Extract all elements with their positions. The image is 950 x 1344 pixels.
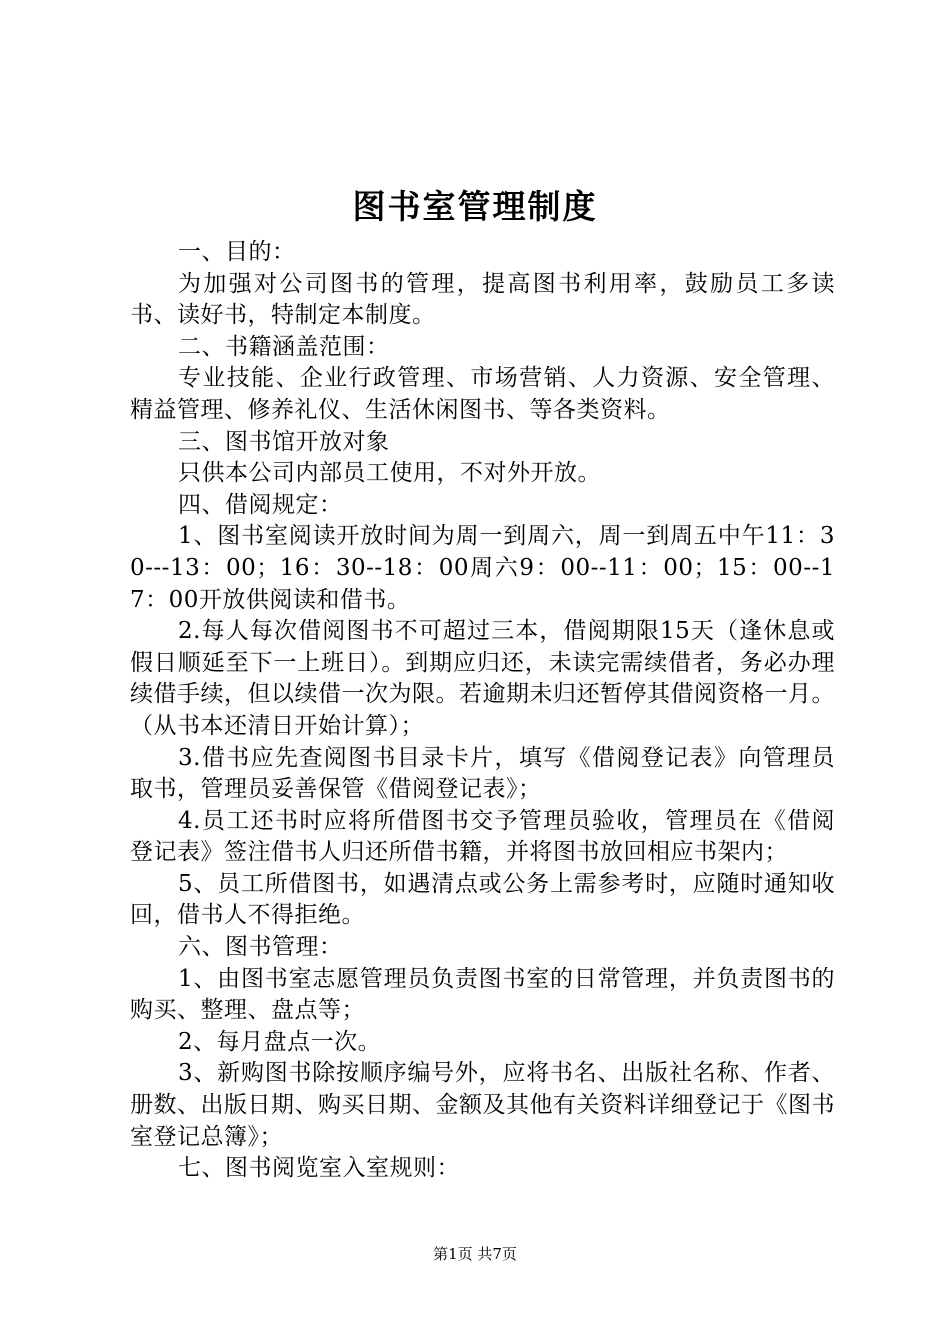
rule-borrow-procedure: 3.借书应先查阅图书目录卡片，填写《借阅登记表》向管理员取书，管理员妥善保管《借阅登记表》； (130, 744, 835, 803)
heading-scope: 二、书籍涵盖范围： (178, 333, 390, 360)
heading-reading-room-rules: 七、图书阅览室入室规则： (178, 1155, 460, 1182)
heading-borrowing-rules: 四、借阅规定： (178, 491, 343, 518)
management-item-2: 2、每月盘点一次。 (178, 1028, 382, 1055)
rule-recall: 5、员工所借图书，如遇清点或公务上需参考时，应随时通知收回，借书人不得拒绝。 (130, 870, 835, 929)
rule-return-procedure: 4.员工还书时应将所借图书交予管理员验收，管理员在《借阅登记表》签注借书人归还所借书籍，并将图书放回相应书架内； (130, 807, 835, 866)
management-item-3: 3、新购图书除按顺序编号外，应将书名、出版社名称、作者、册数、出版日期、购买日期、金额及其他有关资料详细登记于《图书室登记总簿》； (130, 1060, 835, 1150)
management-item-1: 1、由图书室志愿管理员负责图书室的日常管理，并负责图书的购买、整理、盘点等； (130, 965, 835, 1024)
heading-purpose: 一、目的： (178, 239, 296, 265)
rule-opening-hours: 1、图书室阅读开放时间为周一到周六，周一到周五中午11：30---13：00；16：30--18：00周六9：00--11：00；15：00--17：00开放供阅读和借书。 (130, 523, 835, 613)
paragraph-scope: 专业技能、企业行政管理、市场营销、人力资源、安全管理、精益管理、修养礼仪、生活休闲图书、等各类资料。 (130, 365, 835, 423)
heading-audience: 三、图书馆开放对象 (178, 428, 390, 455)
paragraph-audience: 只供本公司内部员工使用，不对外开放。 (178, 460, 601, 487)
paragraph-purpose: 为加强对公司图书的管理，提高图书利用率，鼓励员工多读书、读好书，特制定本制度。 (130, 270, 835, 329)
document-body (130, 237, 835, 1185)
document-title: 图书室管理制度 (352, 187, 598, 226)
heading-book-management: 六、图书管理： (178, 934, 343, 961)
page-footer: 第1页 共7页 (433, 1245, 517, 1263)
rule-borrow-limit: 2.每人每次借阅图书不可超过三本，借阅期限15天（逢休息或假日顺延至下一上班日）。到期应归还，未读完需续借者，务必办理续借手续，但以续借一次为限。若逾期未归还暂停其借阅资格一月。（从书本还清日开始计算）； (130, 618, 835, 739)
